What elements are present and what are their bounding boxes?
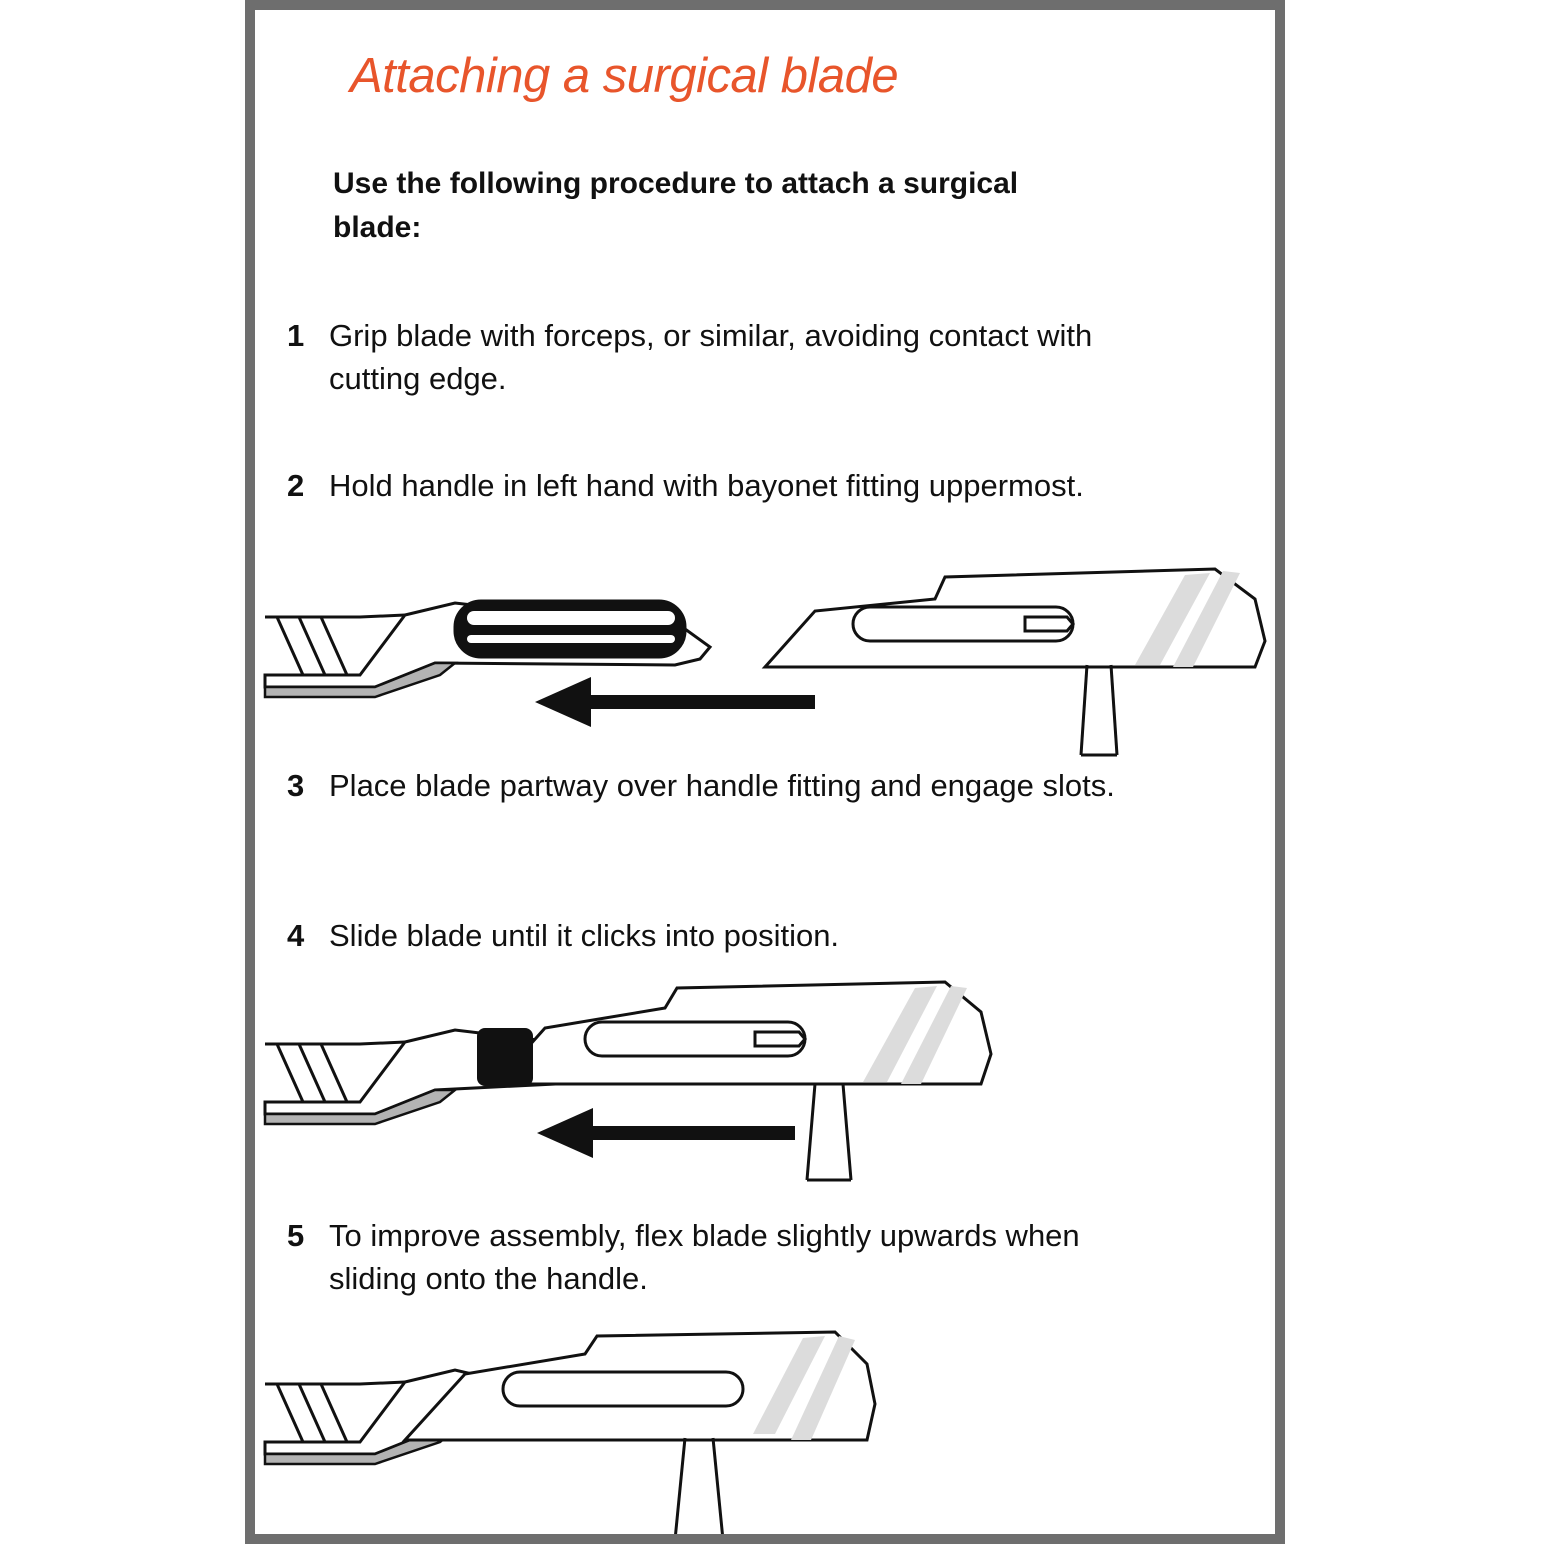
step-2-number: 2 bbox=[287, 468, 305, 503]
page-title: Attaching a surgical blade bbox=[350, 49, 899, 103]
figure-forceps-blade-apart bbox=[255, 555, 1275, 765]
instruction-card bbox=[245, 0, 1285, 1544]
blade-gripped-icon bbox=[455, 601, 685, 657]
step-1 bbox=[287, 315, 1117, 401]
step-2 bbox=[287, 465, 1117, 508]
step-1-number: 1 bbox=[287, 318, 305, 353]
blade-fully-seated-icon bbox=[405, 1332, 875, 1534]
step-5-text: To improve assembly, flex blade slightly upwards when sliding onto the handle. bbox=[329, 1218, 1080, 1296]
step-3 bbox=[287, 765, 1117, 808]
step-3-number: 3 bbox=[287, 768, 305, 803]
step-2-text: Hold handle in left hand with bayonet fitting uppermost. bbox=[329, 468, 1084, 503]
step-5 bbox=[287, 1215, 1117, 1301]
step-1-text: Grip blade with forceps, or similar, avoiding contact with cutting edge. bbox=[329, 318, 1093, 396]
step-3-text: Place blade partway over handle fitting and engage slots. bbox=[329, 768, 1115, 803]
arrow-left-icon bbox=[535, 677, 815, 727]
step-4-text: Slide blade until it clicks into position. bbox=[329, 918, 840, 953]
step-4-number: 4 bbox=[287, 918, 305, 953]
arrow-left-icon bbox=[537, 1108, 795, 1158]
step-5-number: 5 bbox=[287, 1218, 305, 1253]
figure-blade-seated bbox=[255, 1330, 1275, 1534]
step-4 bbox=[287, 915, 1117, 958]
blade-on-handle-icon bbox=[477, 982, 991, 1180]
figure-blade-engaged bbox=[255, 980, 1275, 1200]
handle-bayonet-icon bbox=[765, 569, 1265, 755]
lead-instruction bbox=[333, 162, 1073, 249]
lead-text: Use the following procedure to attach a surgical blade: bbox=[333, 167, 1019, 244]
